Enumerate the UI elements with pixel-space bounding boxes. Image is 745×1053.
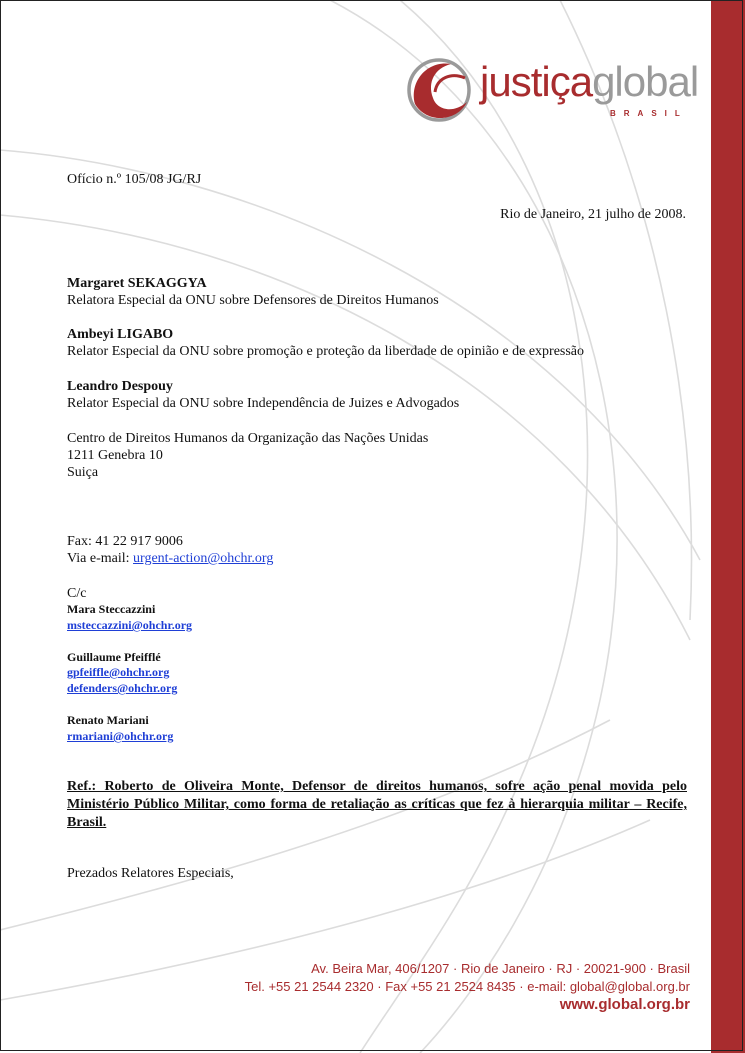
- cc-email-link[interactable]: gpfeiffle@ohchr.org: [67, 665, 170, 679]
- address-line: Centro de Direitos Humanos da Organização das Nações Unidas: [67, 431, 429, 446]
- footer-contact: Tel. +55 21 2544 2320 · Fax +55 21 2524 8435 · e-mail: global@global.org.br: [244, 979, 690, 994]
- recipient-title: Relator Especial da ONU sobre promoção e proteção da liberdade de opinião e de expressão: [67, 344, 585, 359]
- footer-address: Av. Beira Mar, 406/1207 · Rio de Janeiro · RJ · 20021-900 · Brasil: [311, 961, 690, 976]
- address-line: Suiça: [67, 465, 99, 480]
- email-line: [67, 550, 273, 567]
- email-link[interactable]: urgent-action@ohchr.org: [133, 551, 274, 566]
- cc-name: Mara Steccazzini: [67, 602, 156, 616]
- brand-logo: [405, 52, 699, 132]
- cc-email-link[interactable]: msteccazzini@ohchr.org: [67, 618, 193, 632]
- brand-name-part2: global: [592, 58, 699, 105]
- office-reference: Ofício n.º 105/08 JG/RJ: [67, 172, 202, 187]
- recipient-name: Ambeyi LIGABO: [67, 327, 174, 342]
- cc-email-link[interactable]: defenders@ohchr.org: [67, 681, 178, 695]
- place-date: Rio de Janeiro, 21 julho de 2008.: [500, 207, 686, 222]
- side-color-band: [711, 0, 745, 1053]
- brand-name: [480, 58, 698, 106]
- cc-name: Guillaume Pfeifflé: [67, 650, 161, 664]
- brand-name-part1: justiça: [480, 58, 593, 105]
- cc-name: Renato Mariani: [67, 713, 149, 727]
- salutation: Prezados Relatores Especiais,: [67, 866, 234, 881]
- recipient-title: Relator Especial da ONU sobre Independência de Juizes e Advogados: [67, 396, 460, 411]
- recipient-name: Leandro Despouy: [67, 379, 173, 394]
- brand-subtitle: BRASIL: [610, 109, 688, 118]
- recipient-title: Relatora Especial da ONU sobre Defensores de Direitos Humanos: [67, 293, 439, 308]
- recipient-name: Margaret SEKAGGYA: [67, 276, 207, 291]
- email-prefix: Via e-mail:: [67, 551, 134, 566]
- cc-label: C/c: [67, 586, 87, 601]
- logo-swirl-icon: [405, 52, 477, 130]
- fax-number: Fax: 41 22 917 9006: [67, 534, 183, 549]
- subject-reference: Ref.: Roberto de Oliveira Monte, Defensor de direitos humanos, sofre ação penal movida pelo Ministério Público Militar, como forma de retaliação as críticas que fez à hierarquia militar – Recife, Brasil.: [67, 779, 687, 830]
- cc-email-link[interactable]: rmariani@ohchr.org: [67, 729, 174, 743]
- address-line: 1211 Genebra 10: [67, 448, 163, 463]
- footer-website[interactable]: www.global.org.br: [559, 996, 690, 1013]
